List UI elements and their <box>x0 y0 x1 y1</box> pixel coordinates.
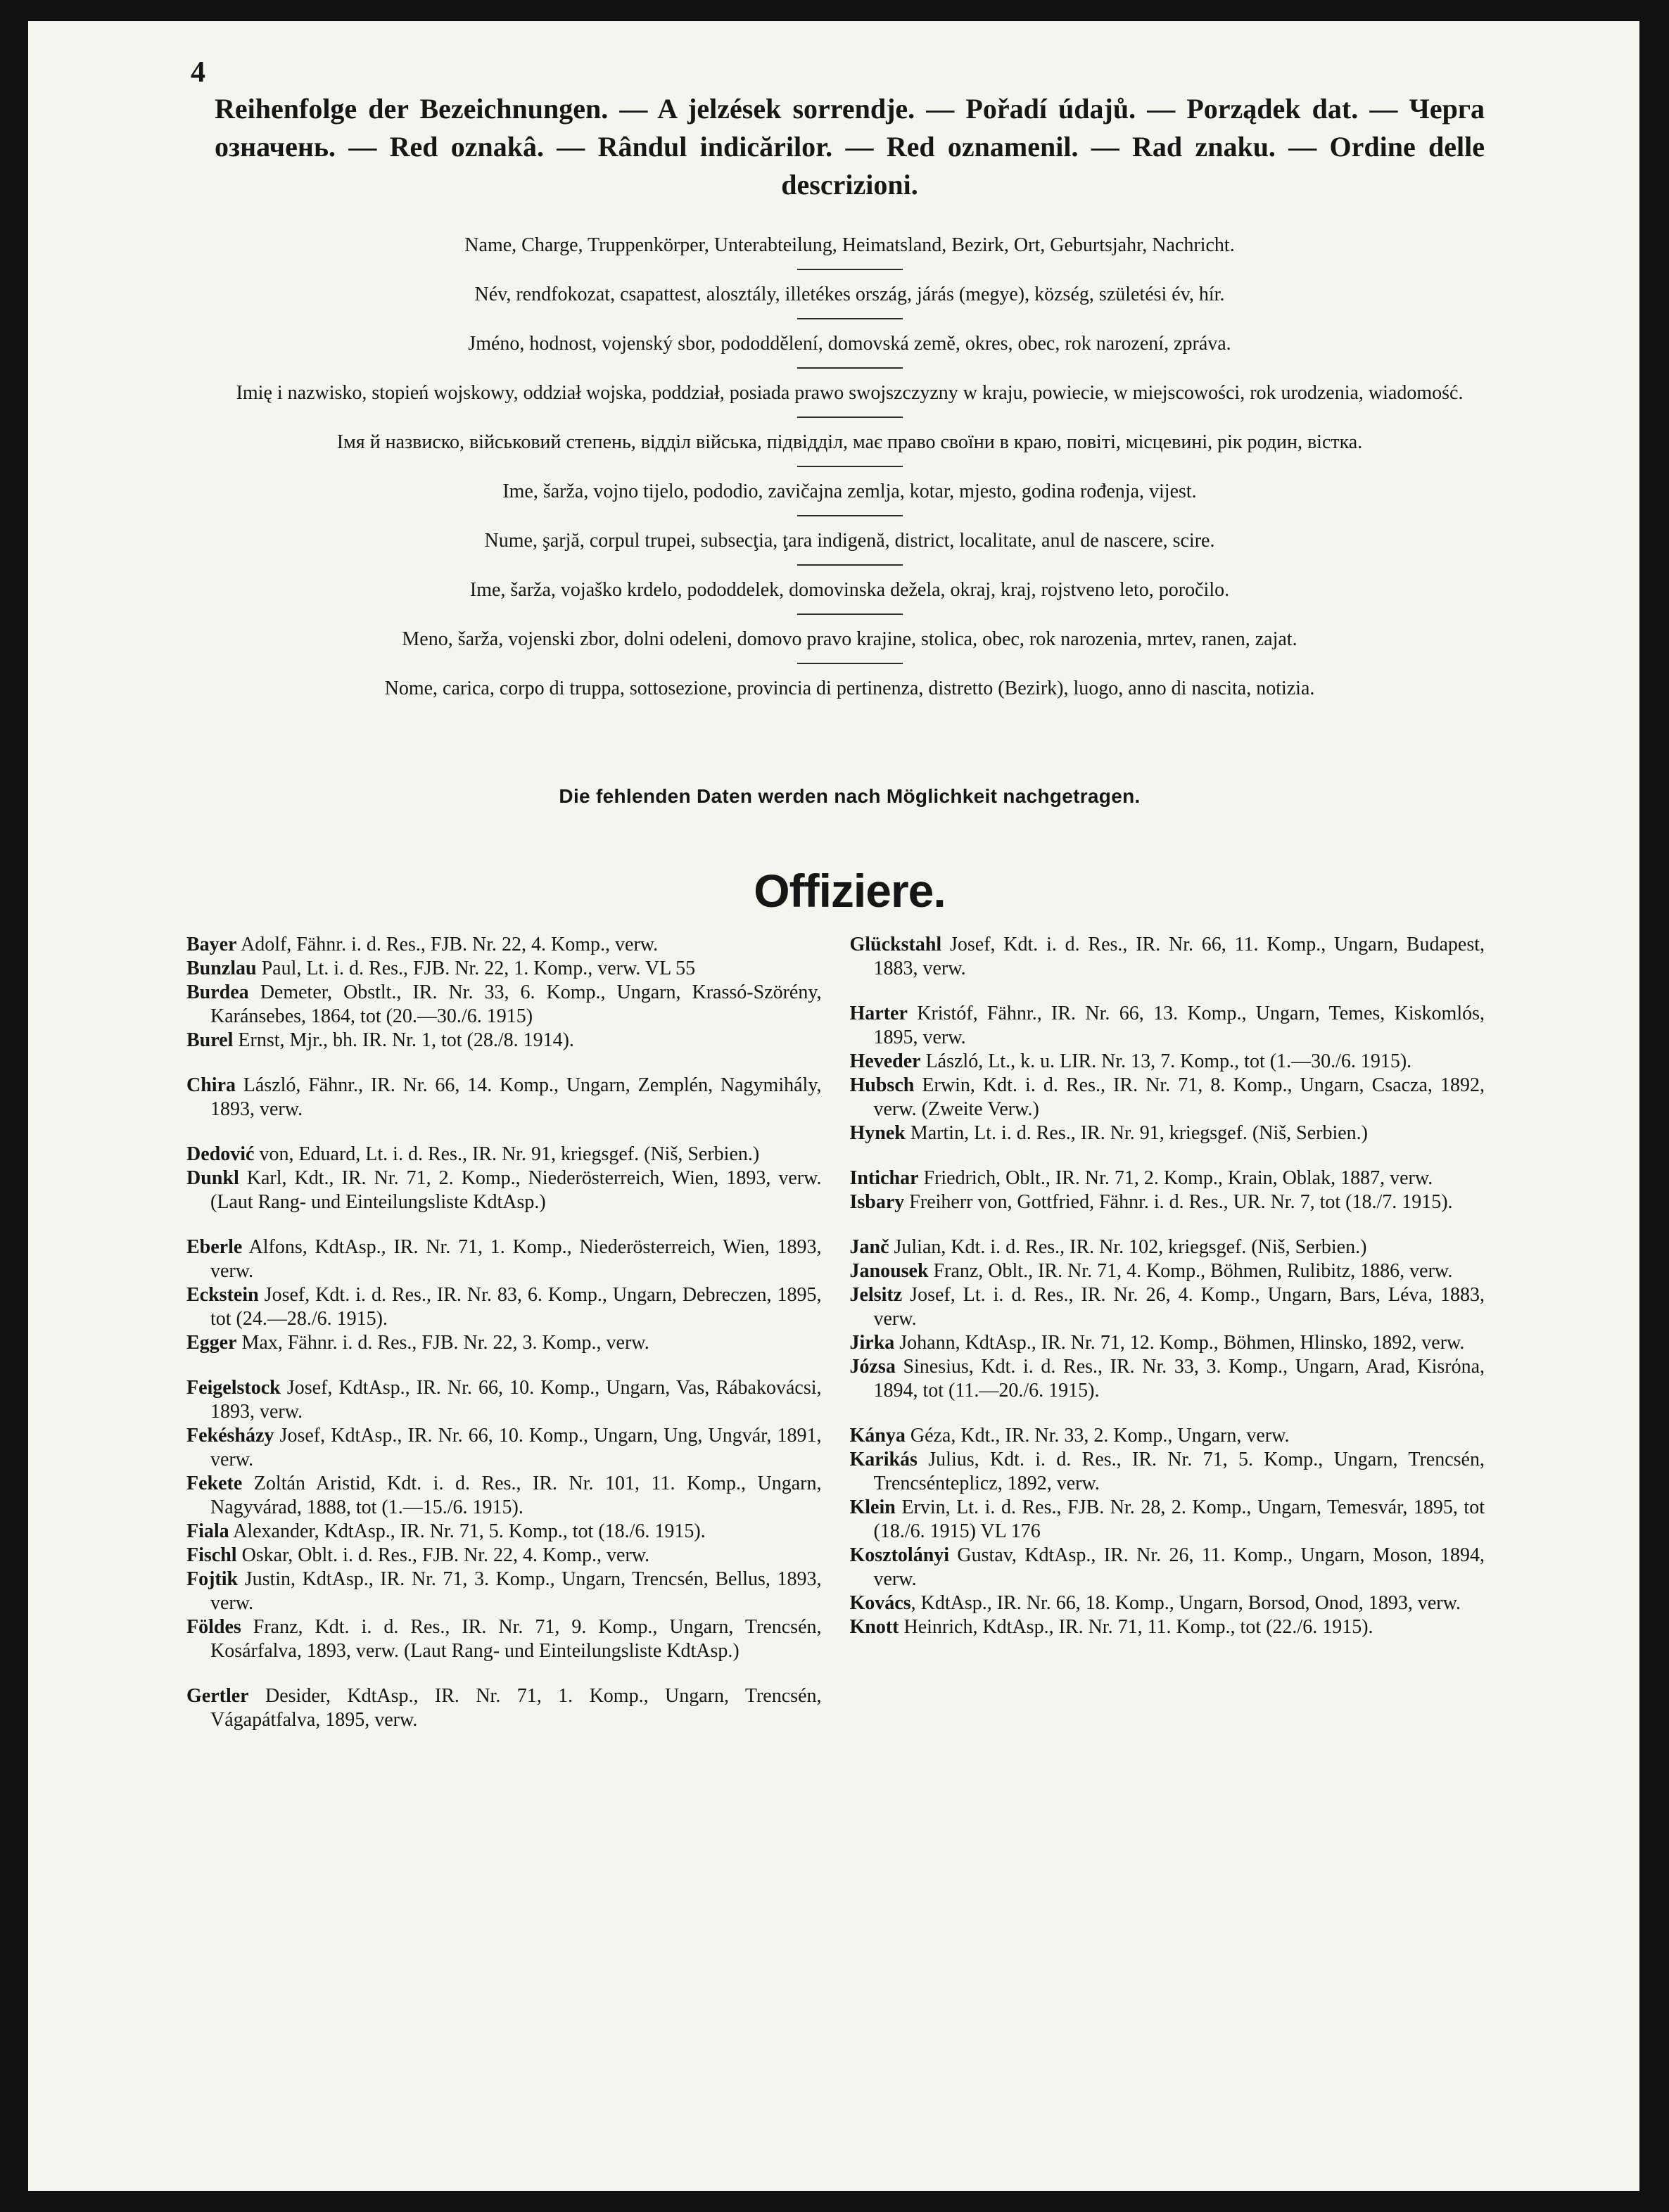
entry-name: Karikás <box>849 1449 918 1470</box>
list-item <box>850 1259 1485 1283</box>
entry-details: Desider, KdtAsp., IR. Nr. 71, 1. Komp., Ungarn, Trencsén, Vágapátfalva, 1895, verw. <box>210 1685 822 1731</box>
entry-name: Burdea <box>186 981 249 1003</box>
entry-details: Paul, Lt. i. d. Res., FJB. Nr. 22, 1. Komp., verw. VL 55 <box>256 958 696 979</box>
entry-name: Janousek <box>849 1260 929 1282</box>
list-item <box>850 1050 1485 1074</box>
definition-ukrainian: Імя й назвиско, військовий степень, відділ війська, підвідділ, має право своїни в краю, повіті, місцевині, рік родин, вістка. <box>215 417 1485 455</box>
entry-name: Knott <box>849 1616 899 1638</box>
entry-name: Burel <box>186 1029 234 1051</box>
definition-polish: Imię i nazwisko, stopień wojskowy, oddział wojska, poddział, posiada prawo swojszczyzny w kraju, powiecie, w miejscowości, rok urodzenia, wiadomość. <box>215 367 1485 405</box>
list-item <box>850 1167 1485 1190</box>
definition-czech: Jméno, hodnost, vojenský sbor, pododdělení, domovská země, okres, obec, rok narození, zpráva. <box>215 318 1485 356</box>
entry-details: Adolf, Fähnr. i. d. Res., FJB. Nr. 22, 4. Komp., verw. <box>236 934 659 955</box>
entry-details: Sinesius, Kdt. i. d. Res., IR. Nr. 33, 3. Komp., Ungarn, Arad, Kisrόna, 1894, tot (11.—20./6. 1915). <box>873 1356 1485 1401</box>
list-item <box>186 1235 822 1283</box>
entry-name: Intichar <box>849 1167 919 1189</box>
list-item <box>186 1615 822 1663</box>
document-page <box>28 21 1639 2191</box>
entry-details: Josef, KdtAsp., IR. Nr. 66, 10. Komp., Ungarn, Vas, Rábakovácsi, 1893, verw. <box>210 1377 822 1423</box>
entry-name: Dunkl <box>186 1167 239 1189</box>
definition-italian: Nome, carica, corpo di truppa, sottosezione, provincia di pertinenza, distretto (Bezirk), luogo, anno di nascita, notizia. <box>215 663 1485 701</box>
entry-name: Fiala <box>186 1520 229 1542</box>
entry-name: Isbary <box>849 1191 905 1213</box>
list-item <box>850 1544 1485 1591</box>
entry-details: Kristóf, Fähnr., IR. Nr. 66, 13. Komp., Ungarn, Temes, Kiskomlós, 1895, verw. <box>873 1003 1485 1048</box>
list-item <box>850 1074 1485 1121</box>
entry-details: , KdtAsp., IR. Nr. 66, 18. Komp., Ungarn, Borsod, Onod, 1893, verw. <box>910 1592 1461 1614</box>
list-item <box>850 1496 1485 1544</box>
entry-details: Franz, Kdt. i. d. Res., IR. Nr. 71, 9. Komp., Ungarn, Trencsén, Kosárfalva, 1893, verw. (Laut Rang- und Einteilungsliste KdtAsp.) <box>210 1616 822 1662</box>
entry-details: Josef, Lt. i. d. Res., IR. Nr. 26, 4. Komp., Ungarn, Bars, Léva, 1883, verw. <box>873 1284 1485 1330</box>
list-item <box>186 1029 822 1053</box>
definition-romanian: Nume, şarjă, corpul trupei, subsecţia, ţara indigenă, district, localitate, anul de nascere, scire. <box>215 515 1485 553</box>
officer-columns <box>186 933 1485 1732</box>
list-item <box>850 1448 1485 1496</box>
entry-details: Géza, Kdt., IR. Nr. 33, 2. Komp., Ungarn, verw. <box>905 1425 1290 1447</box>
entry-name: Fekésházy <box>186 1425 274 1447</box>
list-item <box>186 1143 822 1167</box>
definition-german: Name, Charge, Truppenkörper, Unterabteilung, Heimatsland, Bezirk, Ort, Geburtsjahr, Nachricht. <box>464 234 1235 256</box>
entry-details: Franz, Oblt., IR. Nr. 71, 4. Komp., Böhmen, Rulibitz, 1886, verw. <box>928 1260 1453 1282</box>
entry-name: Eckstein <box>186 1284 259 1306</box>
missing-data-note: Die fehlenden Daten werden nach Möglichkeit nachgetragen. <box>559 785 1141 807</box>
definition-hungarian: Név, rendfokozat, csapattest, alosztály, illetékes ország, járás (megye), község, születési év, hír. <box>215 269 1485 307</box>
entry-name: Kovács <box>849 1592 911 1614</box>
entry-details: Max, Fähnr. i. d. Res., FJB. Nr. 22, 3. Komp., verw. <box>236 1332 649 1354</box>
list-item <box>850 1190 1485 1214</box>
entry-name: Janč <box>849 1236 889 1258</box>
entry-details: László, Lt., k. u. LIR. Nr. 13, 7. Komp., tot (1.—30./6. 1915). <box>920 1050 1412 1072</box>
entry-name: Glückstahl <box>849 934 942 955</box>
entry-name: Fojtik <box>186 1568 239 1590</box>
list-item <box>186 981 822 1029</box>
list-item <box>186 1520 822 1544</box>
entry-details: Oskar, Oblt. i. d. Res., FJB. Nr. 22, 4. Komp., verw. <box>236 1544 650 1566</box>
entry-details: Ervin, Lt. i. d. Res., FJB. Nr. 28, 2. Komp., Ungarn, Temesvár, 1895, tot (18./6. 1915) VL 176 <box>873 1496 1485 1542</box>
list-item <box>186 1331 822 1355</box>
page-number: 4 <box>191 56 205 89</box>
list-item <box>850 1424 1485 1448</box>
entry-details: Demeter, Obstlt., IR. Nr. 33, 6. Komp., Ungarn, Krassó-Szörény, Karánsebes, 1864, tot (20.—30./6. 1915) <box>210 981 822 1027</box>
entry-name: Harter <box>849 1003 908 1024</box>
entry-details: Martin, Lt. i. d. Res., IR. Nr. 91, kriegsgef. (Niš, Serbien.) <box>905 1122 1368 1144</box>
entry-name: Fischl <box>186 1544 237 1566</box>
entry-name: Kosztolányi <box>849 1544 950 1566</box>
entry-details: Karl, Kdt., IR. Nr. 71, 2. Komp., Niederösterreich, Wien, 1893, verw. (Laut Rang- und Einteilungsliste KdtAsp.) <box>210 1167 822 1213</box>
entry-details: Erwin, Kdt. i. d. Res., IR. Nr. 71, 8. Komp., Ungarn, Csacza, 1892, verw. (Zweite Verw.) <box>873 1074 1485 1120</box>
entry-details: Zoltán Aristid, Kdt. i. d. Res., IR. Nr. 101, 11. Komp., Ungarn, Nagyvárad, 1888, tot (1.—15./6. 1915). <box>210 1473 822 1518</box>
entry-details: Johann, KdtAsp., IR. Nr. 71, 12. Komp., Böhmen, Hlinsko, 1892, verw. <box>894 1332 1465 1354</box>
entry-name: Hynek <box>849 1122 906 1144</box>
list-item <box>850 1283 1485 1331</box>
list-item <box>186 1684 822 1732</box>
list-item <box>850 1615 1485 1639</box>
list-item <box>186 1424 822 1472</box>
list-item <box>186 957 822 981</box>
entry-details: Justin, KdtAsp., IR. Nr. 71, 3. Komp., Ungarn, Trencsén, Bellus, 1893, verw. <box>210 1568 822 1614</box>
list-item <box>186 933 822 957</box>
list-item <box>186 1376 822 1424</box>
entry-name: Hubsch <box>849 1074 915 1096</box>
entry-name: Feigelstock <box>186 1377 281 1399</box>
list-item <box>850 1355 1485 1403</box>
entry-details: Freiherr von, Gottfried, Fähnr. i. d. Res., UR. Nr. 7, tot (18./7. 1915). <box>904 1191 1453 1213</box>
list-item <box>186 1472 822 1520</box>
entry-name: Dedović <box>186 1143 255 1165</box>
entry-details: Julius, Kdt. i. d. Res., IR. Nr. 71, 5. Komp., Ungarn, Trencsén, Trencsénteplicz, 1892, verw. <box>873 1449 1485 1494</box>
list-item <box>186 1544 822 1568</box>
entry-name: Fekete <box>186 1473 243 1494</box>
entry-name: Egger <box>186 1332 237 1354</box>
entry-details: Josef, KdtAsp., IR. Nr. 66, 10. Komp., Ungarn, Ung, Ungvár, 1891, verw. <box>210 1425 822 1470</box>
entry-name: Gertler <box>186 1685 249 1707</box>
definitions-list <box>186 234 1485 701</box>
definition-croatian: Ime, šarža, vojno tijelo, pododio, zavičajna zemlja, kotar, mjesto, godina rođenja, vijest. <box>215 466 1485 504</box>
list-item <box>850 1002 1485 1050</box>
entry-name: Klein <box>849 1496 896 1518</box>
entry-details: László, Fähnr., IR. Nr. 66, 14. Komp., Ungarn, Zemplén, Nagymihály, 1893, verw. <box>210 1074 822 1120</box>
entry-name: Kánya <box>849 1425 906 1447</box>
entry-details: Josef, Kdt. i. d. Res., IR. Nr. 66, 11. Komp., Ungarn, Budapest, 1883, verw. <box>873 934 1485 979</box>
entry-name: Bunzlau <box>186 958 257 979</box>
entry-details: Alexander, KdtAsp., IR. Nr. 71, 5. Komp., tot (18./6. 1915). <box>229 1520 706 1542</box>
entry-name: Jirka <box>849 1332 895 1354</box>
left-column <box>186 933 822 1732</box>
list-item <box>186 1167 822 1214</box>
definition-slovenian: Ime, šarža, vojaško krdelo, pododdelek, domovinska dežela, okraj, kraj, rojstveno leto, poročilo. <box>215 564 1485 602</box>
entry-name: Jelsitz <box>849 1284 903 1306</box>
section-title: Offiziere. <box>754 865 946 917</box>
entry-name: Chira <box>186 1074 236 1096</box>
list-item <box>186 1568 822 1615</box>
entry-name: Józsa <box>849 1356 896 1378</box>
entry-details: Julian, Kdt. i. d. Res., IR. Nr. 102, kriegsgef. (Niš, Serbien.) <box>889 1236 1367 1258</box>
entry-details: Alfons, KdtAsp., IR. Nr. 71, 1. Komp., Niederösterreich, Wien, 1893, verw. <box>210 1236 822 1282</box>
list-item <box>186 1283 822 1331</box>
list-item <box>186 1074 822 1121</box>
right-column <box>850 933 1485 1732</box>
entry-details: Gustav, KdtAsp., IR. Nr. 26, 11. Komp., Ungarn, Moson, 1894, verw. <box>873 1544 1485 1590</box>
entry-details: Heinrich, KdtAsp., IR. Nr. 71, 11. Komp., tot (22./6. 1915). <box>899 1616 1373 1638</box>
entry-details: Josef, Kdt. i. d. Res., IR. Nr. 83, 6. Komp., Ungarn, Debreczen, 1895, tot (24.—28./6. 1915). <box>210 1284 822 1330</box>
entry-details: von, Eduard, Lt. i. d. Res., IR. Nr. 91, kriegsgef. (Niš, Serbien.) <box>254 1143 760 1165</box>
list-item <box>850 1235 1485 1259</box>
list-item <box>850 1331 1485 1355</box>
entry-details: Ernst, Mjr., bh. IR. Nr. 1, tot (28./8. 1914). <box>233 1029 574 1051</box>
list-item <box>850 1591 1485 1615</box>
entry-name: Eberle <box>186 1236 243 1258</box>
entry-name: Bayer <box>186 934 237 955</box>
order-heading: Reihenfolge der Bezeichnungen. — A jelzések sorrendje. — Pořadí údajů. — Porządek dat. — Черга означень. — Red oznakâ. — Rândul indicărilor. — Red oznamenil. — Rad znaku. — Ordine delle descrizioni. <box>215 93 1485 201</box>
list-item <box>850 1121 1485 1145</box>
entry-details: Friedrich, Oblt., IR. Nr. 71, 2. Komp., Krain, Oblak, 1887, verw. <box>918 1167 1433 1189</box>
entry-name: Földes <box>186 1616 241 1638</box>
entry-name: Heveder <box>849 1050 921 1072</box>
definition-slovak: Meno, šarža, vojenski zbor, dolni odeleni, domovo pravo krajine, stolica, obec, rok narozenia, mrtev, ranen, zajat. <box>215 614 1485 651</box>
list-item <box>850 933 1485 981</box>
